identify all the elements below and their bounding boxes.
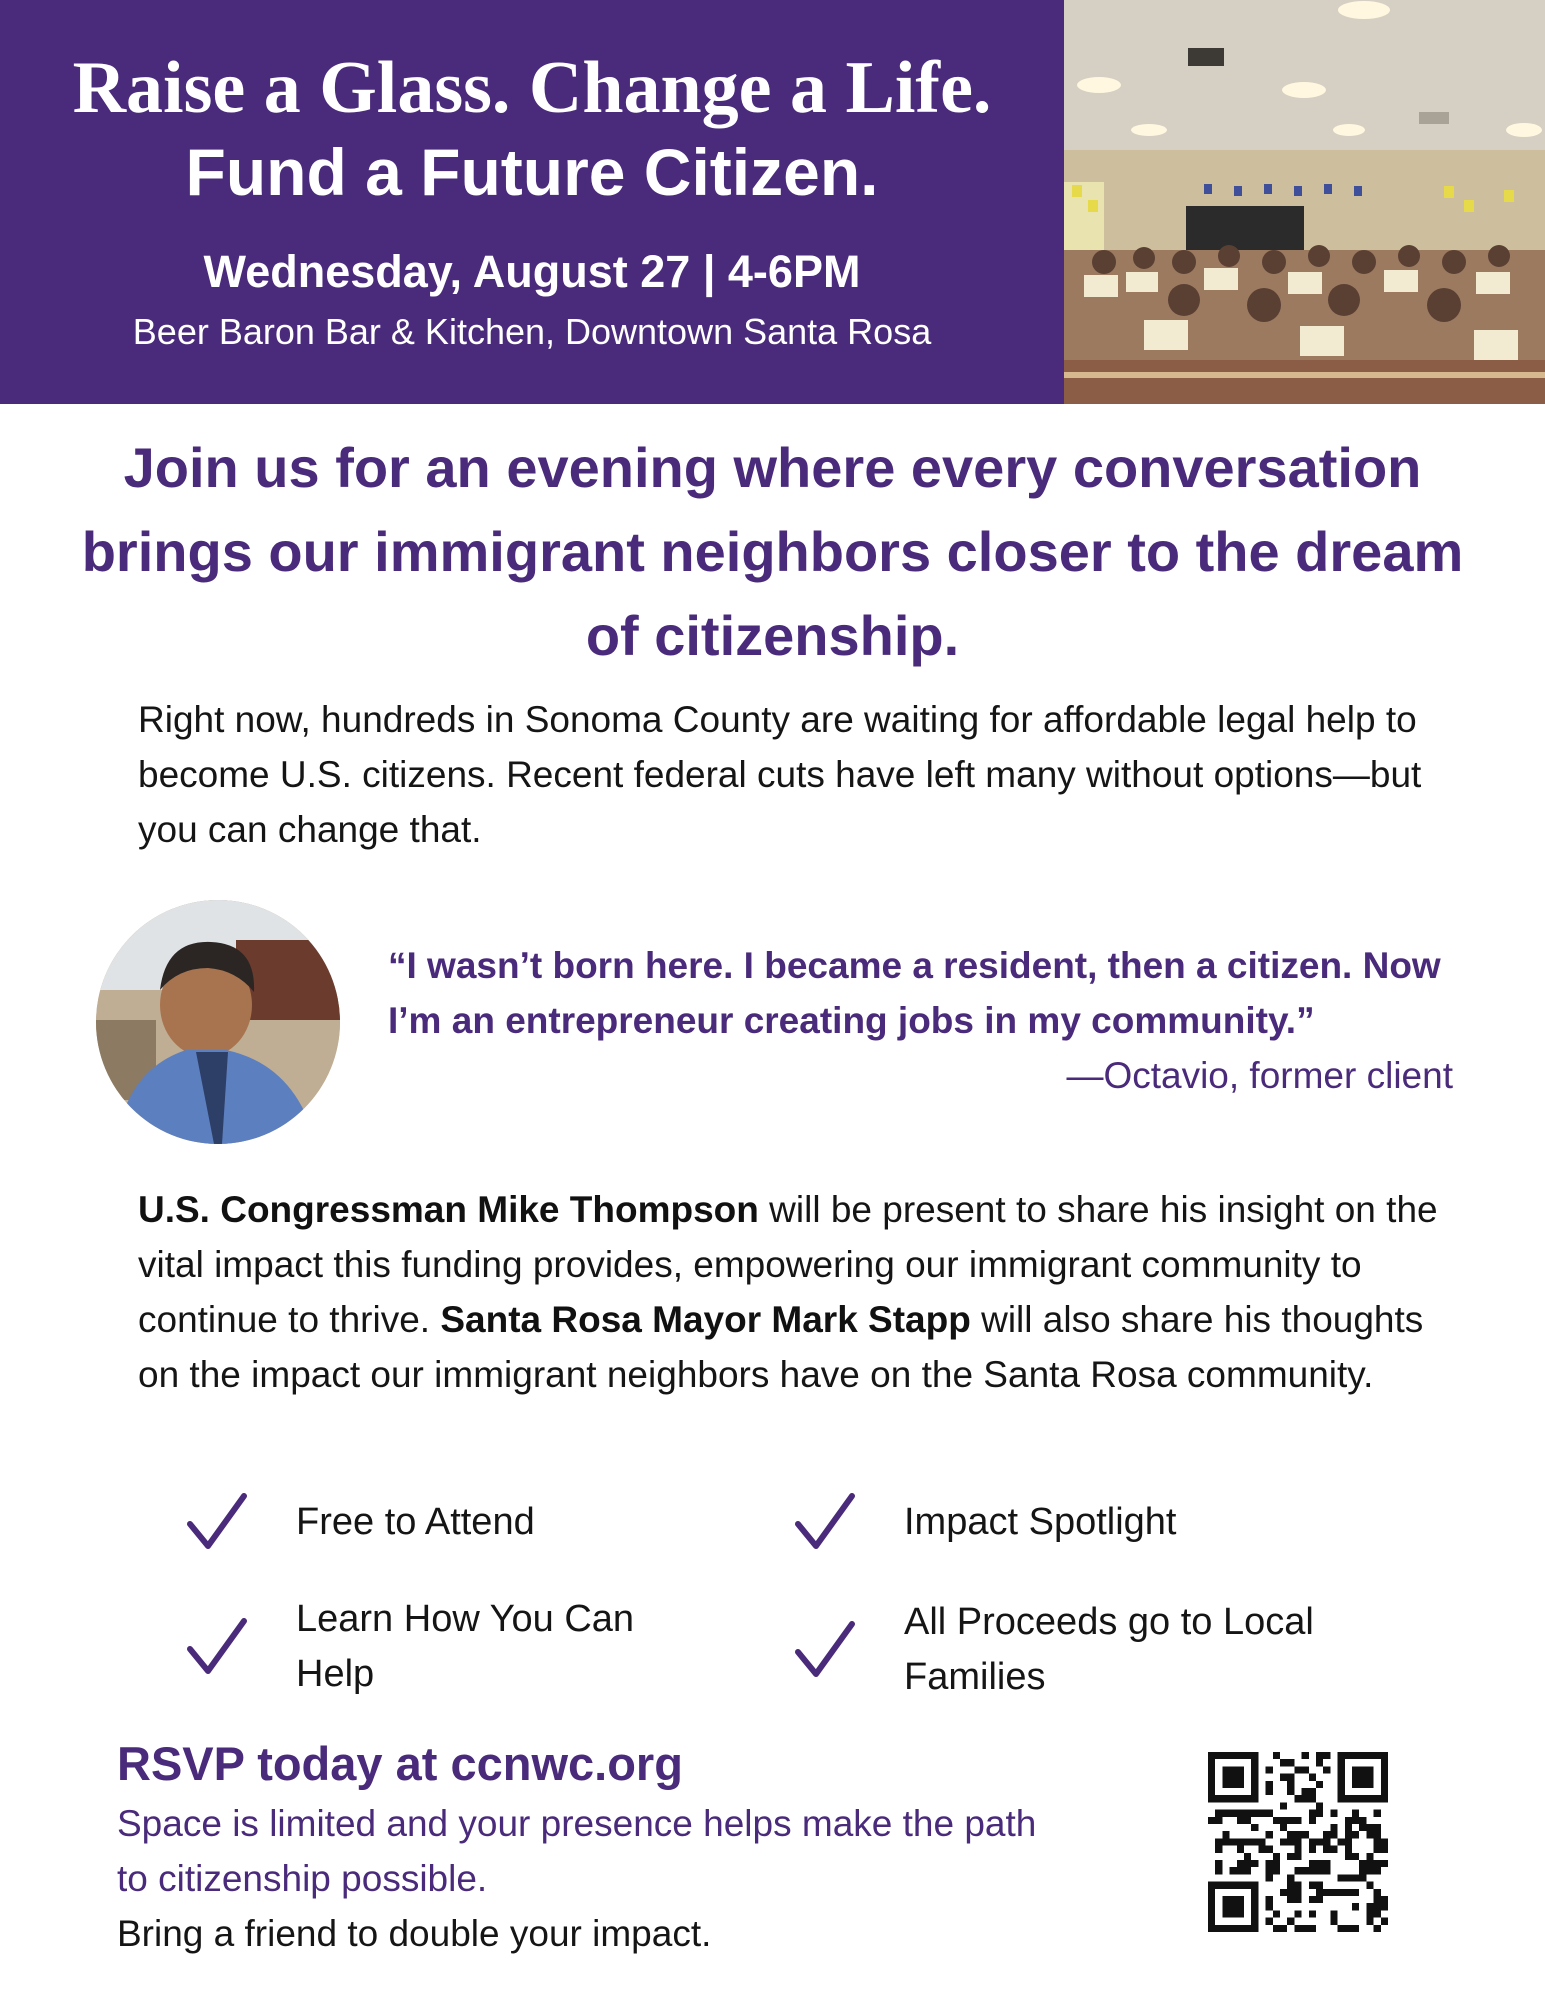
feature-label: Impact Spotlight bbox=[904, 1500, 1177, 1543]
speakers-text-1: will be present to share his insight on the vital impact this funding provides, empowering our immigrant community to continue to thrive. bbox=[138, 1189, 1438, 1340]
checkmark-icon bbox=[184, 1490, 248, 1554]
feature-label: Free to Attend bbox=[296, 1500, 535, 1543]
headline-secondary: Fund a Future Citizen. bbox=[185, 135, 879, 209]
octavio-portrait-photo bbox=[96, 900, 340, 1144]
rsvp-friend-note: Bring a friend to double your impact. bbox=[117, 1913, 712, 1954]
feature-item-proceeds-to-local-families bbox=[792, 1595, 1374, 1705]
testimonial-quote: “I wasn’t born here. I became a resident, then a citizen. Now I’m an entrepreneur creating jobs in my community.” bbox=[388, 945, 1441, 1041]
feature-item-impact-spotlight bbox=[792, 1490, 1176, 1554]
speakers-paragraph bbox=[138, 1182, 1448, 1402]
speakers-text-2: will also share his thoughts on the impact our immigrant neighbors have on the Santa Rosa community. bbox=[138, 1299, 1424, 1395]
headline-primary: Raise a Glass. Change a Life. bbox=[72, 47, 992, 129]
testimonial-attribution: —Octavio, former client bbox=[1066, 1055, 1453, 1096]
intro-paragraph: Right now, hundreds in Sonoma County are waiting for affordable legal help to become U.S. citizens. Recent federal cuts have left many without options—but you can change that. bbox=[138, 699, 1422, 850]
speaker-congressman-name: U.S. Congressman Mike Thompson bbox=[138, 1189, 759, 1230]
intro-headline: Join us for an evening where every conversation brings our immigrant neighbors closer to the dream of citizenship. bbox=[81, 436, 1464, 667]
header-banner bbox=[0, 0, 1064, 404]
event-venue: Beer Baron Bar & Kitchen, Downtown Santa Rosa bbox=[132, 311, 932, 352]
rsvp-link[interactable]: RSVP today at ccnwc.org bbox=[117, 1737, 683, 1790]
qr-code[interactable] bbox=[1208, 1752, 1388, 1932]
feature-label: All Proceeds go to Local Families bbox=[904, 1601, 1314, 1698]
checkmark-icon bbox=[184, 1615, 248, 1679]
classroom-group-photo bbox=[1064, 0, 1545, 404]
checkmark-icon bbox=[792, 1490, 856, 1554]
feature-item-learn-how-you-can-help bbox=[184, 1592, 696, 1702]
feature-label: Learn How You Can Help bbox=[296, 1598, 635, 1695]
speaker-mayor-name: Santa Rosa Mayor Mark Stapp bbox=[440, 1299, 971, 1340]
event-date-time: Wednesday, August 27 | 4-6PM bbox=[203, 246, 861, 297]
rsvp-note: Space is limited and your presence helps make the path to citizenship possible. bbox=[117, 1803, 1037, 1899]
checkmark-icon bbox=[792, 1618, 856, 1682]
feature-item-free-to-attend bbox=[184, 1490, 535, 1554]
